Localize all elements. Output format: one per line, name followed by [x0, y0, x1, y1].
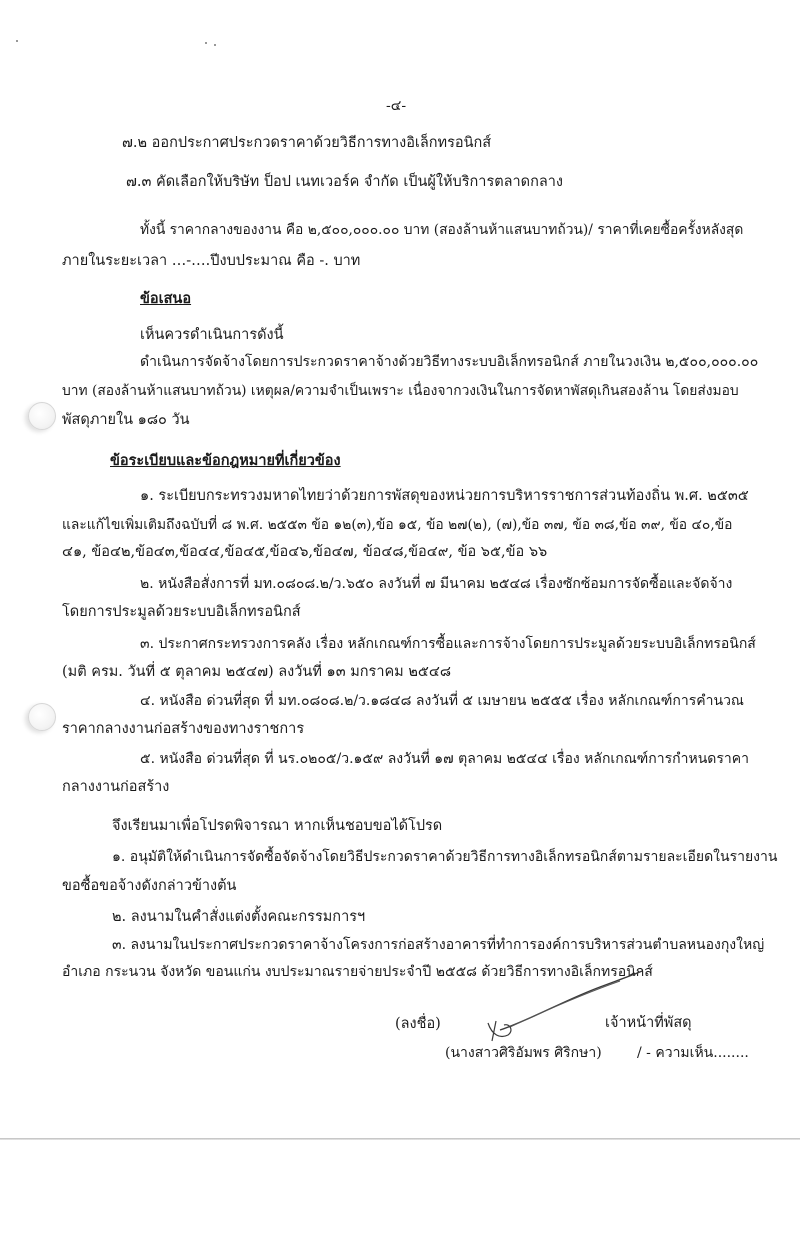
- request-item-2: ๒. ลงนามในคำสั่งแต่งตั้งคณะกรรมการฯ: [112, 909, 366, 925]
- request-intro: จึงเรียนมาเพื่อโปรดพิจารณา หากเห็นชอบขอได้โปรด: [112, 818, 443, 834]
- handwritten-signature: [470, 965, 645, 1045]
- regulation-1-line-1: ๑. ระเบียบกระทรวงมหาดไทยว่าด้วยการพัสดุของหน่วยการบริหารราชการส่วนท้องถิ่น พ.ศ. ๒๕๓๕: [140, 488, 749, 504]
- proposal-heading: ข้อเสนอ: [140, 290, 192, 307]
- scan-speck: [16, 40, 18, 42]
- scan-speck: [205, 42, 207, 44]
- regulation-2-line-1: ๒. หนังสือสั่งการที่ มท.๐๘๐๘.๒/ว.๖๕๐ ลงวันที่ ๗ มีนาคม ๒๕๔๘ เรื่องซักซ้อมการจัดซื้อและจัดจ้าง: [140, 576, 733, 592]
- regulation-1-line-2: และแก้ไขเพิ่มเติมถึงฉบับที่ ๘ พ.ศ. ๒๕๕๓ ข้อ ๑๒(๓),ข้อ ๑๕, ข้อ ๒๗(๒), (๗),ข้อ ๓๗, ข้อ ๓๘,ข้อ ๓๙, ข้อ ๔๐,ข้อ: [62, 517, 733, 533]
- request-item-3-line-1: ๓. ลงนามในประกาศประกวดราคาจ้างโครงการก่อสร้างอาคารที่ทำการองค์การบริหารส่วนตำบลหนองกุงใหญ่: [112, 937, 765, 953]
- signature-label: (ลงชื่อ): [395, 1016, 441, 1032]
- scan-speck: [214, 44, 216, 46]
- regulation-5-line-2: กลางงานก่อสร้าง: [62, 779, 170, 795]
- opinion-line: / - ความเห็น........: [637, 1045, 749, 1061]
- page-number: -๔-: [386, 98, 407, 114]
- proposal-line-2: บาท (สองล้านห้าแสนบาทถ้วน) เหตุผล/ความจำเป็นเพราะ เนื่องจากวงเงินในการจัดหาพัสดุเกินสองล้าน โดยส่งมอบ: [62, 383, 739, 399]
- regulation-4-line-1: ๔. หนังสือ ด่วนที่สุด ที่ มท.๐๘๐๘.๒/ว.๑๘๔๘ ลงวันที่ ๕ เมษายน ๒๕๕๕ เรื่อง หลักเกณฑ์การคำนวณ: [140, 693, 744, 709]
- item-7-2: ๗.๒ ออกประกาศประกวดราคาด้วยวิธีการทางอิเล็กทรอนิกส์: [122, 135, 492, 151]
- request-item-1-line-2: ขอซื้อขอจ้างดังกล่าวข้างต้น: [62, 878, 237, 894]
- request-item-1-line-1: ๑. อนุมัติให้ดำเนินการจัดซื้อจัดจ้างโดยวิธีประกวดราคาด้วยวิธีการทางอิเล็กทรอนิกส์ตามรายละเอียดในรายงาน: [112, 849, 778, 865]
- punch-hole-icon: [28, 703, 56, 731]
- item-7-3: ๗.๓ คัดเลือกให้บริษัท ป็อป เนทเวอร์ค จำกัด เป็นผู้ให้บริการตลาดกลาง: [126, 174, 563, 190]
- regulation-2-line-2: โดยการประมูลด้วยระบบอิเล็กทรอนิกส์: [62, 604, 301, 620]
- signature-position: เจ้าหน้าที่พัสดุ: [605, 1015, 692, 1031]
- punch-hole-icon: [28, 402, 56, 430]
- regulation-1-line-3: ๔๑, ข้อ๔๒,ข้อ๔๓,ข้อ๔๔,ข้อ๔๕,ข้อ๔๖,ข้อ๔๗, ข้อ๔๘,ข้อ๔๙, ข้อ ๖๕,ข้อ ๖๖: [62, 544, 548, 560]
- price-line-2: ภายในระยะเวลา …-….ปีงบประมาณ คือ -. บาท: [62, 253, 361, 269]
- regulations-heading: ข้อระเบียบและข้อกฎหมายที่เกี่ยวข้อง: [110, 452, 341, 469]
- proposal-line-3: พัสดุภายใน ๑๘๐ วัน: [62, 412, 190, 428]
- regulation-3-line-1: ๓. ประกาศกระทรวงการคลัง เรื่อง หลักเกณฑ์การซื้อและการจ้างโดยการประมูลด้วยระบบอิเล็กทรอนิกส์: [140, 636, 756, 652]
- signer-name: (นางสาวศิริอัมพร ศิริกษา): [445, 1045, 602, 1061]
- regulation-3-line-2: (มติ ครม. วันที่ ๕ ตุลาคม ๒๕๔๗) ลงวันที่ ๑๓ มกราคม ๒๕๔๘: [62, 664, 452, 680]
- price-line-1: ทั้งนี้ ราคากลางของงาน คือ ๒,๕๐๐,๐๐๐.๐๐ บาท (สองล้านห้าแสนบาทถ้วน)/ ราคาที่เคยซื้อครั้งหลังสุด: [140, 222, 744, 238]
- request-item-3-line-2: อำเภอ กระนวน จังหวัด ขอนแก่น งบประมาณรายจ่ายประจำปี ๒๕๕๘ ด้วยวิธีการทางอิเล็กทรอนิกส์: [62, 964, 653, 980]
- proposal-intro: เห็นควรดำเนินการดังนี้: [140, 327, 284, 343]
- page-bottom-edge: [0, 1138, 800, 1140]
- regulation-5-line-1: ๕. หนังสือ ด่วนที่สุด ที่ นร.๐๒๐๕/ว.๑๕๙ ลงวันที่ ๑๗ ตุลาคม ๒๕๔๔ เรื่อง หลักเกณฑ์การกำหนดราคา: [140, 751, 749, 767]
- proposal-line-1: ดำเนินการจัดจ้างโดยการประกวดราคาจ้างด้วยวิธีทางระบบอิเล็กทรอนิกส์ ภายในวงเงิน ๒,๕๐๐,๐๐๐.๐๐: [140, 354, 759, 370]
- regulation-4-line-2: ราคากลางงานก่อสร้างของทางราชการ: [62, 721, 305, 737]
